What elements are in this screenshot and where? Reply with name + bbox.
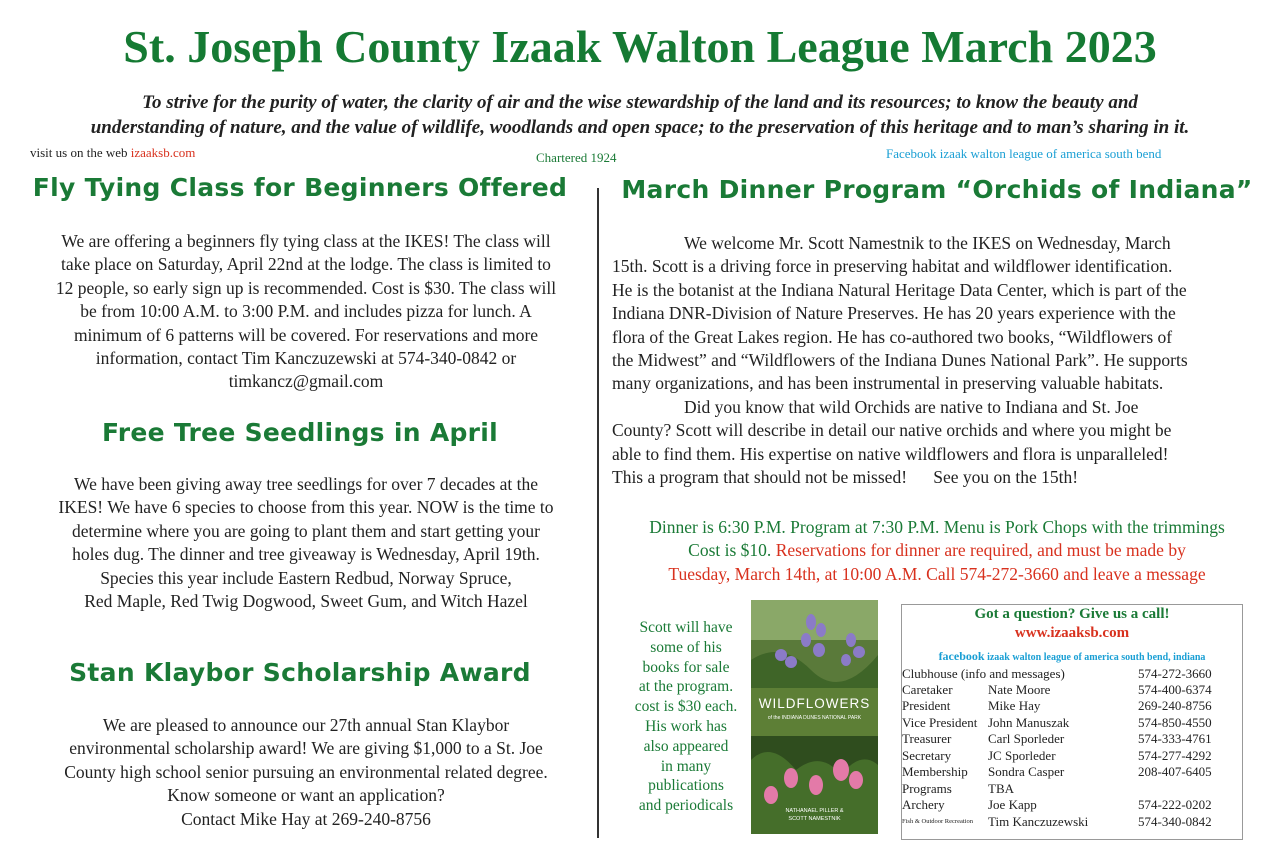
text-line: be from 10:00 A.M. to 3:00 P.M. and includes pizza for lunch. A — [80, 301, 532, 322]
text-line: He is the botanist at the Indiana Natural Heritage Data Center, which is part of the — [612, 279, 1187, 300]
contact-row — [902, 698, 1242, 714]
column-divider — [597, 188, 599, 838]
contact-name: Tim Kanczuzewski — [988, 814, 1089, 829]
text-line: IKES! We have 6 species to choose from this year. NOW is the time to — [58, 497, 554, 518]
mission-line: To strive for the purity of water, the clarity of air and the wise stewardship of the land and its resources; to know the beauty and — [142, 92, 1138, 113]
contact-name: JC Sporleder — [988, 748, 1056, 763]
contact-phone: 574-272-3660 — [1138, 666, 1212, 681]
text-line: County? Scott will describe in detail our native orchids and where you might be — [612, 420, 1172, 441]
contact-role: Programs — [902, 781, 952, 796]
website-prefix: visit us on the web — [30, 145, 128, 160]
contact-row — [902, 748, 1242, 764]
text-line: This a program that should not be missed! See you on the 15th! — [612, 467, 1079, 488]
text-line: information, contact Tim Kanczuzewski at 574-340-0842 or — [95, 348, 517, 369]
contact-row — [902, 731, 1242, 747]
contact-role: Treasurer — [902, 731, 952, 746]
contact-name: Carl Sporleder — [988, 731, 1065, 746]
text-line: County high school senior pursuing an environmental related degree. — [64, 761, 548, 782]
dinner-line: Dinner is 6:30 P.M. Program at 7:30 P.M. Menu is Pork Chops with the trimmings — [649, 517, 1225, 537]
text-line: Did you know that wild Orchids are native to Indiana and St. Joe — [684, 396, 1139, 417]
book-sale-note — [616, 618, 756, 816]
text-line: 15th. Scott is a driving force in preserving habitat and wildflower identification. — [612, 256, 1173, 277]
scholarship-heading: Stan Klaybor Scholarship Award — [69, 658, 531, 687]
contact-heading: Got a question? Give us a call! — [974, 606, 1170, 622]
seedlings-text — [20, 473, 592, 613]
contact-phone: 208-407-6405 — [1138, 764, 1212, 779]
contact-row — [902, 814, 1242, 830]
fly-tying-text — [20, 230, 592, 394]
text-line: holes dug. The dinner and tree giveaway is Wednesday, April 19th. — [72, 544, 540, 565]
mission-statement — [20, 90, 1260, 140]
contact-phone: 574-222-0202 — [1138, 797, 1212, 812]
facebook-label: facebook — [938, 649, 985, 663]
text-line: many organizations, and has been instrumental in preserving valuable habitats. — [612, 373, 1164, 394]
book-author: SCOTT NAMESTNIK — [788, 816, 841, 822]
fly-tying-heading: Fly Tying Class for Beginners Offered — [32, 173, 568, 202]
text-line: and periodicals — [638, 797, 734, 815]
mission-line: understanding of nature, and the value of wildlife, woodlands and open space; to the preservation of this heritage and to man’s sharing in it. — [90, 117, 1190, 138]
contact-name: Nate Moore — [988, 682, 1051, 697]
contact-role: Secretary — [902, 748, 952, 763]
book-cover-image — [751, 600, 878, 834]
contact-name: Mike Hay — [988, 698, 1041, 713]
dinner-info — [612, 516, 1262, 586]
contact-phone: 574-850-4550 — [1138, 715, 1212, 730]
text-line: We are pleased to announce our 27th annual Stan Klaybor — [102, 715, 510, 735]
text-line: books for sale — [642, 658, 730, 676]
text-line: We have been giving away tree seedlings for over 7 decades at the — [73, 474, 539, 494]
text-line: flora of the Great Lakes region. He has co-authored two books, “Wildflowers of — [612, 326, 1173, 347]
text-line: the Midwest” and “Wildflowers of the Indiana Dunes National Park”. He supports — [612, 350, 1188, 371]
facebook-note[interactable]: Facebook izaak walton league of america south bend — [886, 146, 1162, 161]
contact-box — [901, 604, 1243, 840]
contact-facebook[interactable] — [902, 649, 1242, 664]
contact-role: Vice President — [902, 715, 978, 730]
contact-phone: 574-400-6374 — [1138, 682, 1212, 697]
contact-row — [902, 715, 1242, 731]
text-line: His work has — [645, 717, 727, 735]
text-line: some of his — [650, 638, 722, 656]
text-line: Scott will have — [639, 619, 733, 636]
text-line: cost is $30 each. — [634, 698, 738, 716]
contact-role: Clubhouse (info and messages) — [902, 666, 1065, 681]
contact-name: Joe Kapp — [988, 797, 1037, 812]
text-line: at the program. — [638, 678, 734, 696]
contact-phone: 269-240-8756 — [1138, 698, 1212, 713]
book-title: WILDFLOWERS — [758, 696, 871, 711]
text-line: minimum of 6 patterns will be covered. For reservations and more — [73, 324, 539, 345]
text-line: determine where you are going to plant them and start getting your — [72, 520, 540, 541]
contact-role: Fish & Outdoor Recreation — [902, 818, 973, 825]
text-line: take place on Saturday, April 22nd at the lodge. The class is limited to — [61, 254, 551, 275]
scholarship-text — [20, 714, 592, 831]
text-line: Contact Mike Hay at 269-240-8756 — [181, 808, 431, 829]
text-line: also appeared — [643, 737, 729, 755]
contact-row — [902, 682, 1242, 698]
contact-row — [902, 781, 1242, 797]
chartered-note: Chartered 1924 — [536, 150, 617, 165]
page-title: St. Joseph County Izaak Walton League March 2023 — [123, 21, 1157, 72]
contact-phone: 574-340-0842 — [1138, 814, 1212, 829]
website-note — [30, 145, 195, 161]
contact-role: Archery — [902, 797, 945, 812]
contact-phone: 574-277-4292 — [1138, 748, 1212, 763]
text-line: We are offering a beginners fly tying class at the IKES! The class will — [61, 231, 551, 251]
contact-role: Membership — [902, 764, 968, 779]
contact-row — [902, 666, 1242, 682]
dinner-cost: Cost is $10. — [688, 540, 772, 561]
dinner-reservation: Reservations for dinner are required, and must be made by — [771, 540, 1186, 561]
contact-row — [902, 764, 1242, 780]
program-text — [612, 232, 1272, 489]
text-line: environmental scholarship award! We are giving $1,000 to a St. Joe — [69, 738, 543, 759]
dinner-line — [612, 539, 1262, 562]
text-line: publications — [648, 777, 724, 795]
website-link[interactable]: izaaksb.com — [130, 145, 196, 160]
text-line: able to find them. His expertise on native wildflowers and flora is unparalleled! — [612, 443, 1169, 464]
contact-name: John Manuszak — [988, 715, 1070, 730]
contact-row — [902, 797, 1242, 813]
text-line: Red Maple, Red Twig Dogwood, Sweet Gum, and Witch Hazel — [84, 591, 528, 612]
text-line: Species this year include Eastern Redbud, Norway Spruce, — [100, 567, 512, 588]
email-link[interactable]: timkancz@gmail.com — [228, 371, 384, 392]
contact-name: Sondra Casper — [988, 764, 1065, 779]
text-line: Know someone or want an application? — [167, 785, 445, 806]
program-heading: March Dinner Program “Orchids of Indiana” — [621, 175, 1253, 204]
contact-url[interactable]: www.izaaksb.com — [1014, 625, 1130, 641]
book-author: NATHANAEL PILLER & — [785, 808, 844, 814]
text-line: 12 people, so early sign up is recommended. Cost is $30. The class will — [55, 277, 557, 298]
contact-role: President — [902, 698, 951, 713]
dinner-line: Tuesday, March 14th, at 10:00 A.M. Call 574-272-3660 and leave a message — [668, 563, 1206, 584]
contact-name: TBA — [988, 781, 1014, 796]
contact-role: Caretaker — [902, 682, 953, 697]
facebook-text: izaak walton league of america south bend, indiana — [984, 652, 1206, 663]
seedlings-heading: Free Tree Seedlings in April — [101, 418, 499, 447]
contact-phone: 574-333-4761 — [1138, 731, 1212, 746]
text-line: Indiana DNR-Division of Nature Preserves. He has 20 years experience with the — [612, 303, 1176, 324]
book-subtitle: of the INDIANA DUNES NATIONAL PARK — [767, 715, 862, 721]
text-line: We welcome Mr. Scott Namestnik to the IKES on Wednesday, March — [684, 233, 1171, 253]
text-line: in many — [660, 757, 712, 775]
